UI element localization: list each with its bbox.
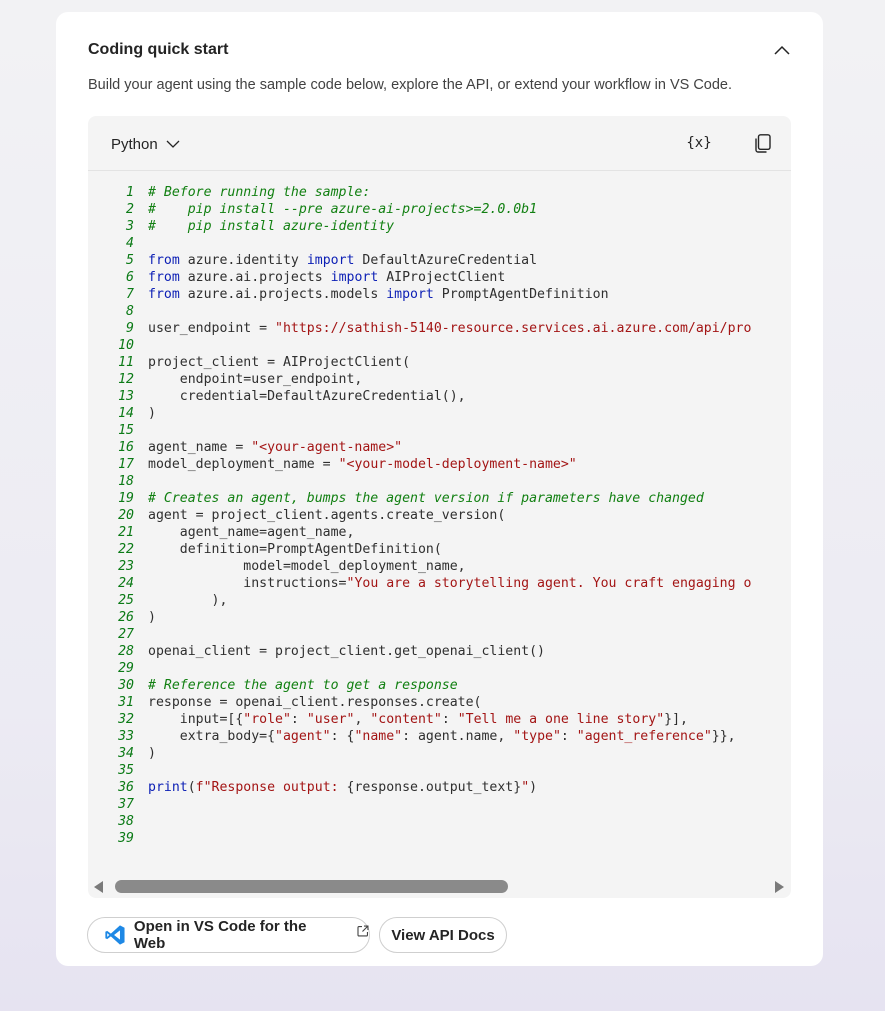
line-number: 10 xyxy=(118,338,134,353)
line-number: 33 xyxy=(118,729,134,744)
line-number: 15 xyxy=(118,423,134,438)
code-line xyxy=(88,218,791,235)
view-api-docs-button[interactable] xyxy=(379,917,507,953)
card-description: Build your agent using the sample code below, explore the API, or extend your workflow in VS Code. xyxy=(88,77,733,93)
code-token: ) xyxy=(148,610,156,625)
line-number: 20 xyxy=(118,508,134,523)
code-line xyxy=(88,303,791,320)
code-token: openai_client = project_client.get_openai_client() xyxy=(148,644,545,659)
code-token: "name" xyxy=(354,729,403,744)
code-line xyxy=(88,592,791,609)
code-token: instructions= xyxy=(148,576,347,591)
line-code xyxy=(148,711,688,728)
variables-icon: {x} xyxy=(686,135,712,151)
language-label: Python xyxy=(111,135,158,153)
code-line xyxy=(88,745,791,762)
line-code xyxy=(148,269,505,286)
code-token: ) xyxy=(529,780,538,795)
line-number: 5 xyxy=(126,253,134,268)
line-number: 38 xyxy=(118,814,134,829)
code-token: azure.ai.projects.models xyxy=(179,287,387,302)
code-token: : xyxy=(290,712,307,727)
code-token: "You are a storytelling agent. You craft engaging o xyxy=(346,576,752,591)
line-code xyxy=(148,694,481,711)
code-token: credential=DefaultAzureCredential(), xyxy=(148,389,466,404)
line-number: 16 xyxy=(118,440,134,455)
code-token: # Reference the agent to get a response xyxy=(148,678,458,693)
code-token: "<your-model-deployment-name>" xyxy=(338,457,577,472)
code-line xyxy=(88,439,791,456)
code-line xyxy=(88,796,791,813)
line-number: 14 xyxy=(118,406,134,421)
open-vscode-web-button[interactable] xyxy=(87,917,370,953)
code-token: "https://sathish-5140-resource.services.ai.azure.com/api/pro xyxy=(275,321,752,336)
code-line xyxy=(88,660,791,677)
code-token: # Creates an agent, bumps the agent version if parameters have changed xyxy=(148,491,704,506)
code-token: PromptAgentDefinition xyxy=(433,287,609,302)
line-number: 39 xyxy=(118,831,134,846)
code-token: import xyxy=(306,253,355,268)
code-editor[interactable] xyxy=(88,184,791,874)
line-code xyxy=(148,439,402,456)
code-line xyxy=(88,507,791,524)
code-line xyxy=(88,354,791,371)
line-code xyxy=(148,388,466,405)
vscode-icon xyxy=(104,924,126,946)
code-line xyxy=(88,728,791,745)
line-code xyxy=(148,524,354,541)
line-number: 7 xyxy=(126,287,134,302)
code-line xyxy=(88,677,791,694)
code-line xyxy=(88,269,791,286)
line-number: 34 xyxy=(118,746,134,761)
line-number: 31 xyxy=(118,695,134,710)
code-line xyxy=(88,320,791,337)
code-token: " xyxy=(521,780,530,795)
code-line xyxy=(88,813,791,830)
code-token: # pip install --pre azure-ai-projects>=2.0.0b1 xyxy=(148,202,538,217)
code-token: agent = project_client.agents.create_version( xyxy=(148,508,506,523)
line-number: 22 xyxy=(118,542,134,557)
scroll-left-icon[interactable] xyxy=(94,881,104,893)
line-code xyxy=(148,507,505,524)
code-line xyxy=(88,405,791,422)
line-code xyxy=(148,286,609,303)
chevron-down-icon xyxy=(166,140,180,148)
code-token: AIProjectClient xyxy=(378,270,506,285)
code-token: user_endpoint = xyxy=(148,321,276,336)
code-token: {response.output_text} xyxy=(346,780,522,795)
code-token: from xyxy=(148,253,180,268)
coding-quick-start-card xyxy=(56,12,823,966)
code-token: agent_name = xyxy=(148,440,252,455)
code-line xyxy=(88,762,791,779)
code-token: model_deployment_name = xyxy=(148,457,339,472)
code-token: "type" xyxy=(513,729,561,744)
line-code xyxy=(148,184,370,201)
code-line xyxy=(88,456,791,473)
line-number: 6 xyxy=(126,270,134,285)
line-code xyxy=(148,490,704,507)
code-panel xyxy=(88,116,791,898)
code-token: agent_name=agent_name, xyxy=(148,525,355,540)
code-token: azure.ai.projects xyxy=(179,270,331,285)
line-code xyxy=(148,643,545,660)
code-token: , xyxy=(354,712,371,727)
scrollbar-thumb[interactable] xyxy=(115,880,508,893)
code-token: f"Response output: xyxy=(195,780,347,795)
code-line xyxy=(88,643,791,660)
code-token: ( xyxy=(187,780,196,795)
code-toolbar xyxy=(88,116,791,171)
code-token: from xyxy=(148,270,180,285)
external-link-icon xyxy=(357,925,369,937)
code-line xyxy=(88,524,791,541)
code-token: # Before running the sample: xyxy=(148,185,371,200)
code-token: "agent_reference" xyxy=(576,729,712,744)
line-number: 12 xyxy=(118,372,134,387)
code-token: "<your-agent-name>" xyxy=(251,440,403,455)
code-line xyxy=(88,286,791,303)
line-code xyxy=(148,218,394,235)
code-line xyxy=(88,337,791,354)
chevron-up-icon xyxy=(774,45,790,55)
code-token: }], xyxy=(664,712,688,727)
code-line xyxy=(88,388,791,405)
card-title: Coding quick start xyxy=(88,41,229,58)
line-number: 18 xyxy=(118,474,134,489)
line-number: 25 xyxy=(118,593,134,608)
line-code xyxy=(148,728,736,745)
line-number: 27 xyxy=(118,627,134,642)
line-number: 3 xyxy=(126,219,134,234)
line-number: 19 xyxy=(118,491,134,506)
code-line xyxy=(88,830,791,847)
code-token: "Tell me a one line story" xyxy=(457,712,665,727)
line-number: 1 xyxy=(126,185,134,200)
code-token: model=model_deployment_name, xyxy=(148,559,466,574)
code-token: "content" xyxy=(370,712,442,727)
code-line xyxy=(88,490,791,507)
line-code xyxy=(148,609,156,626)
code-token: : { xyxy=(330,729,355,744)
code-line xyxy=(88,558,791,575)
code-line xyxy=(88,252,791,269)
collapse-button[interactable] xyxy=(772,40,792,60)
line-number: 26 xyxy=(118,610,134,625)
code-token: # pip install azure-identity xyxy=(148,219,395,234)
line-code xyxy=(148,541,442,558)
line-code xyxy=(148,677,458,694)
code-token: : xyxy=(560,729,577,744)
code-token: import xyxy=(330,270,379,285)
code-token: extra_body={ xyxy=(148,729,276,744)
line-number: 2 xyxy=(126,202,134,217)
code-line xyxy=(88,779,791,796)
code-token: definition=PromptAgentDefinition( xyxy=(148,542,442,557)
code-line xyxy=(88,235,791,252)
code-token: : xyxy=(441,712,458,727)
code-line xyxy=(88,371,791,388)
line-code xyxy=(148,592,227,609)
line-code xyxy=(148,779,537,796)
code-line xyxy=(88,473,791,490)
line-code xyxy=(148,371,362,388)
code-line xyxy=(88,694,791,711)
line-number: 28 xyxy=(118,644,134,659)
copy-icon xyxy=(755,134,771,153)
language-dropdown[interactable] xyxy=(111,133,180,155)
code-line xyxy=(88,575,791,592)
line-code xyxy=(148,354,410,371)
code-token: ), xyxy=(148,593,228,608)
view-api-docs-label: View API Docs xyxy=(391,926,495,944)
code-token: }}, xyxy=(711,729,736,744)
line-number: 21 xyxy=(118,525,134,540)
line-number: 17 xyxy=(118,457,134,472)
line-code xyxy=(148,405,156,422)
line-number: 35 xyxy=(118,763,134,778)
line-number: 37 xyxy=(118,797,134,812)
code-token: "role" xyxy=(243,712,291,727)
code-line xyxy=(88,541,791,558)
code-token: azure.identity xyxy=(179,253,307,268)
code-token: DefaultAzureCredential xyxy=(354,253,538,268)
line-number: 9 xyxy=(126,321,134,336)
line-code xyxy=(148,252,537,269)
open-vscode-label: Open in VS Code for the Web xyxy=(133,918,307,952)
code-line xyxy=(88,201,791,218)
code-line xyxy=(88,626,791,643)
code-token: print xyxy=(148,780,188,795)
code-line xyxy=(88,711,791,728)
line-code xyxy=(148,745,156,762)
line-code xyxy=(148,320,751,337)
line-number: 13 xyxy=(118,389,134,404)
code-token: input=[{ xyxy=(148,712,244,727)
line-code xyxy=(148,456,577,473)
code-line xyxy=(88,609,791,626)
code-token: response = openai_client.responses.create( xyxy=(148,695,482,710)
scroll-right-icon[interactable] xyxy=(774,881,784,893)
code-token: : agent.name, xyxy=(402,729,514,744)
line-code xyxy=(148,201,537,218)
line-number: 32 xyxy=(118,712,134,727)
line-number: 29 xyxy=(118,661,134,676)
variables-button[interactable] xyxy=(686,130,712,156)
horizontal-scrollbar[interactable] xyxy=(88,879,791,895)
code-token: from xyxy=(148,287,180,302)
code-token: project_client = AIProjectClient( xyxy=(148,355,411,370)
line-code xyxy=(148,575,751,592)
line-number: 30 xyxy=(118,678,134,693)
line-number: 11 xyxy=(118,355,134,370)
line-number: 36 xyxy=(118,780,134,795)
code-token: import xyxy=(386,287,434,302)
code-line xyxy=(88,184,791,201)
code-token: ) xyxy=(148,406,156,421)
line-number: 24 xyxy=(118,576,134,591)
copy-button[interactable] xyxy=(752,130,774,156)
line-code xyxy=(148,558,466,575)
code-token: endpoint=user_endpoint, xyxy=(148,372,363,387)
code-token: "user" xyxy=(306,712,355,727)
line-number: 4 xyxy=(126,236,134,251)
code-token: ) xyxy=(148,746,156,761)
code-line xyxy=(88,422,791,439)
line-number: 8 xyxy=(126,304,134,319)
line-number: 23 xyxy=(118,559,134,574)
code-token: "agent" xyxy=(275,729,331,744)
